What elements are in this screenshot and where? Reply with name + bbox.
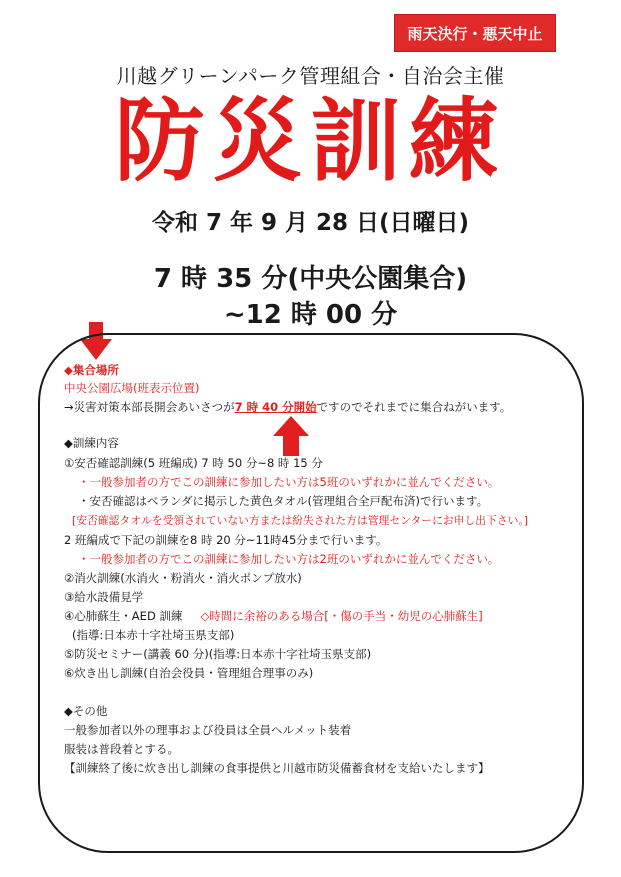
organizer-line: 川越グリーンパーク管理組合・自治会主催 (116, 64, 505, 88)
other-line-3: 【訓練終了後に炊き出し訓練の食事提供と川越市防災備蓄食材を支給いたします】 (64, 761, 490, 775)
event-time-start: 7 時 35 分(中央公園集合) (153, 264, 468, 294)
training-item-4 (64, 608, 483, 624)
weather-policy-badge: 雨天決行・悪天中止 (394, 14, 556, 52)
training-item-1-note-5: ・一般参加者の方でこの訓練に参加したい方は2班のいずれかに並んでください。 (78, 552, 500, 566)
training-item-1-note-3: [安否確認タオルを受領されていない方または紛失された方は管理センターにお申し出下さい。] (72, 514, 529, 527)
training-item-4-sub: (指導:日本赤十字社埼玉県支部) (72, 628, 235, 642)
assembly-note (64, 399, 511, 415)
training-item-4-extra: ◇時間に余裕のある場合[・傷の手当・幼児の心肺蘇生] (200, 609, 483, 623)
event-date: 令和 7 年 9 月 28 日(日曜日) (151, 210, 470, 236)
training-item-3: ③給水設備見学 (64, 590, 144, 604)
other-line-1: 一般参加者以外の理事および役員は全員ヘルメット装着 (64, 723, 352, 737)
assembly-note-pre: →災害対策本部長開会あいさつが (64, 400, 235, 414)
training-heading: ◆訓練内容 (64, 436, 119, 450)
training-item-2: ②消火訓練(水消火・粉消火・消火ポンプ放水) (64, 571, 302, 585)
training-item-5: ⑤防災セミナー(講義 60 分)(指導:日本赤十字社埼玉県支部) (64, 647, 372, 661)
training-item-6: ⑥炊き出し訓練(自治会役員・管理組合理事のみ) (64, 666, 314, 680)
training-item-4-label: ④心肺蘇生・AED 訓練 (64, 609, 183, 623)
training-item-1-note-1: ・一般参加者の方でこの訓練に参加したい方は5班のいずれかに並んでください。 (78, 475, 500, 489)
assembly-heading: ◆集合場所 (64, 363, 119, 377)
training-item-1: ①安否確認訓練(5 班編成) 7 時 50 分~8 時 15 分 (64, 456, 323, 470)
event-time-end: ~12 時 00 分 (223, 300, 398, 330)
training-item-1-note-4: 2 班編成で下記の訓練を8 時 20 分~11時45分まで行います。 (64, 533, 388, 547)
assembly-note-post: ですのでそれまでに集合ねがいます。 (316, 400, 512, 414)
page-title: 防災訓練 (114, 89, 507, 194)
opening-time-emphasis: 7 時 40 分開始 (234, 400, 317, 414)
arrow-up-icon (273, 416, 309, 456)
other-heading: ◆その他 (64, 704, 108, 718)
assembly-place: 中央公園広場(班表示位置) (64, 381, 200, 395)
training-item-1-note-2: ・安否確認はベランダに掲示した黄色タオル(管理組合全戸配布済)で行います。 (78, 494, 489, 508)
other-line-2: 服装は普段着とする。 (64, 742, 179, 756)
